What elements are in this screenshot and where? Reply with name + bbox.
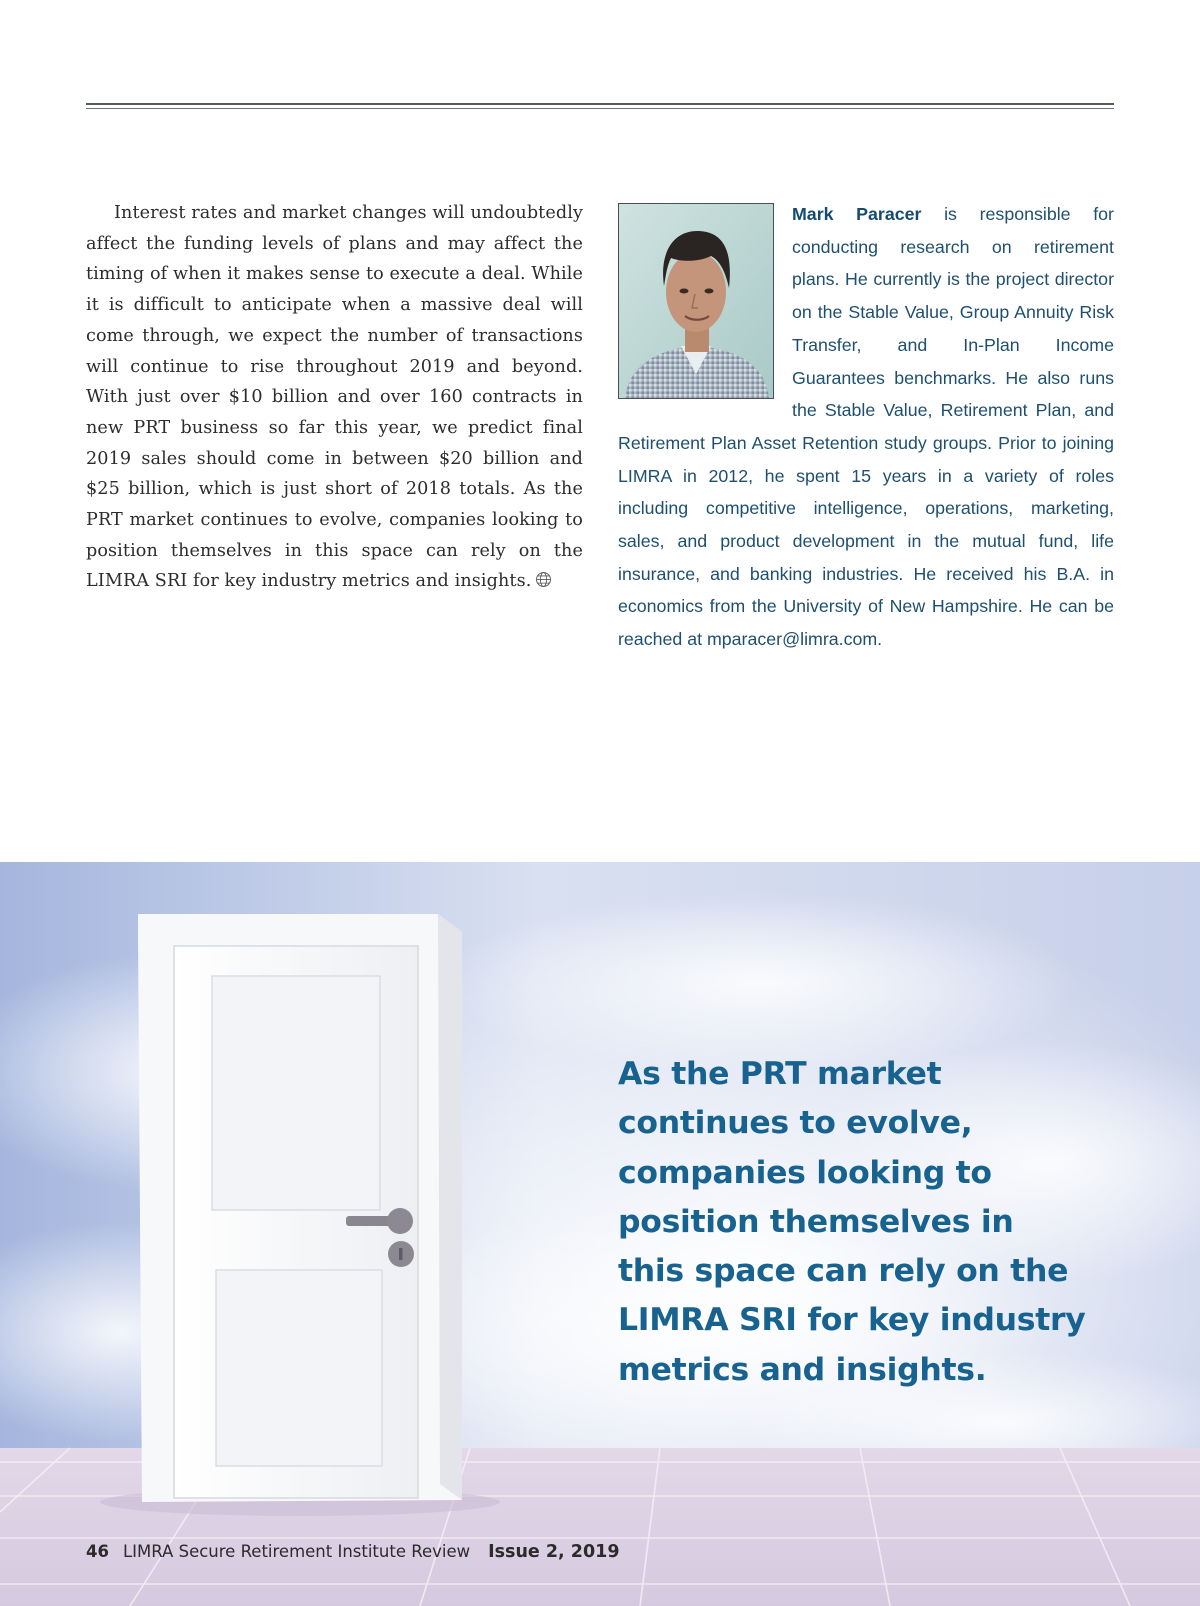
publication-name: LIMRA Secure Retirement Institute Review: [122, 1542, 471, 1561]
page-number: 46: [86, 1542, 109, 1561]
top-rule: [86, 103, 1114, 105]
author-name: Mark Paracer: [792, 204, 922, 224]
pull-quote: As the PRT market continues to evolve, companies looking to position themselves in this space can rely on the LIMRA SRI for key industry metrics and insights.: [618, 1056, 1086, 1388]
globe-icon: [535, 571, 552, 588]
issue-label: Issue 2, 2019: [488, 1542, 620, 1562]
top-rule-thin: [86, 108, 1114, 109]
page-footer: [86, 1542, 620, 1562]
article-paragraph-text: Interest rates and market changes will undoubtedly affect the funding levels of plans and may affect the timing of when it makes sense to execute a deal. While it is difficult to anticipate when a massive deal will come through, we expect the number of transactions will continue to rise throughout 2019 and beyond. With just over $10 billion and over 160 contracts in new PRT business so far this year, we predict final 2019 sales should come in between $20 billion and $25 billion, which is just short of 2018 totals. As the PRT market continues to evolve, companies looking to position themselves in this space can rely on the LIMRA SRI for key industry metrics and insights.: [86, 203, 583, 592]
author-bio-text: is responsible for conducting research on retirement plans. He currently is the project director on the Stable Value, Group Annuity Risk Transfer, and In-Plan Income Guarantees benchmarks. He also runs the Stable Value, Retirement Plan, and Retirement Plan Asset Retention study groups. Prior to joining LIMRA in 2012, he spent 15 years in a variety of roles including competitive intelligence, operations, marketing, sales, and product development in the mutual fund, life insurance, and banking industries. He received his B.A. in economics from the University of New Hampshire. He can be reached at mparacer@limra.com.: [618, 204, 1114, 650]
article-paragraph: [86, 198, 583, 597]
article-column: [86, 198, 583, 597]
author-bio: [618, 198, 1114, 656]
author-portrait: [618, 203, 774, 399]
